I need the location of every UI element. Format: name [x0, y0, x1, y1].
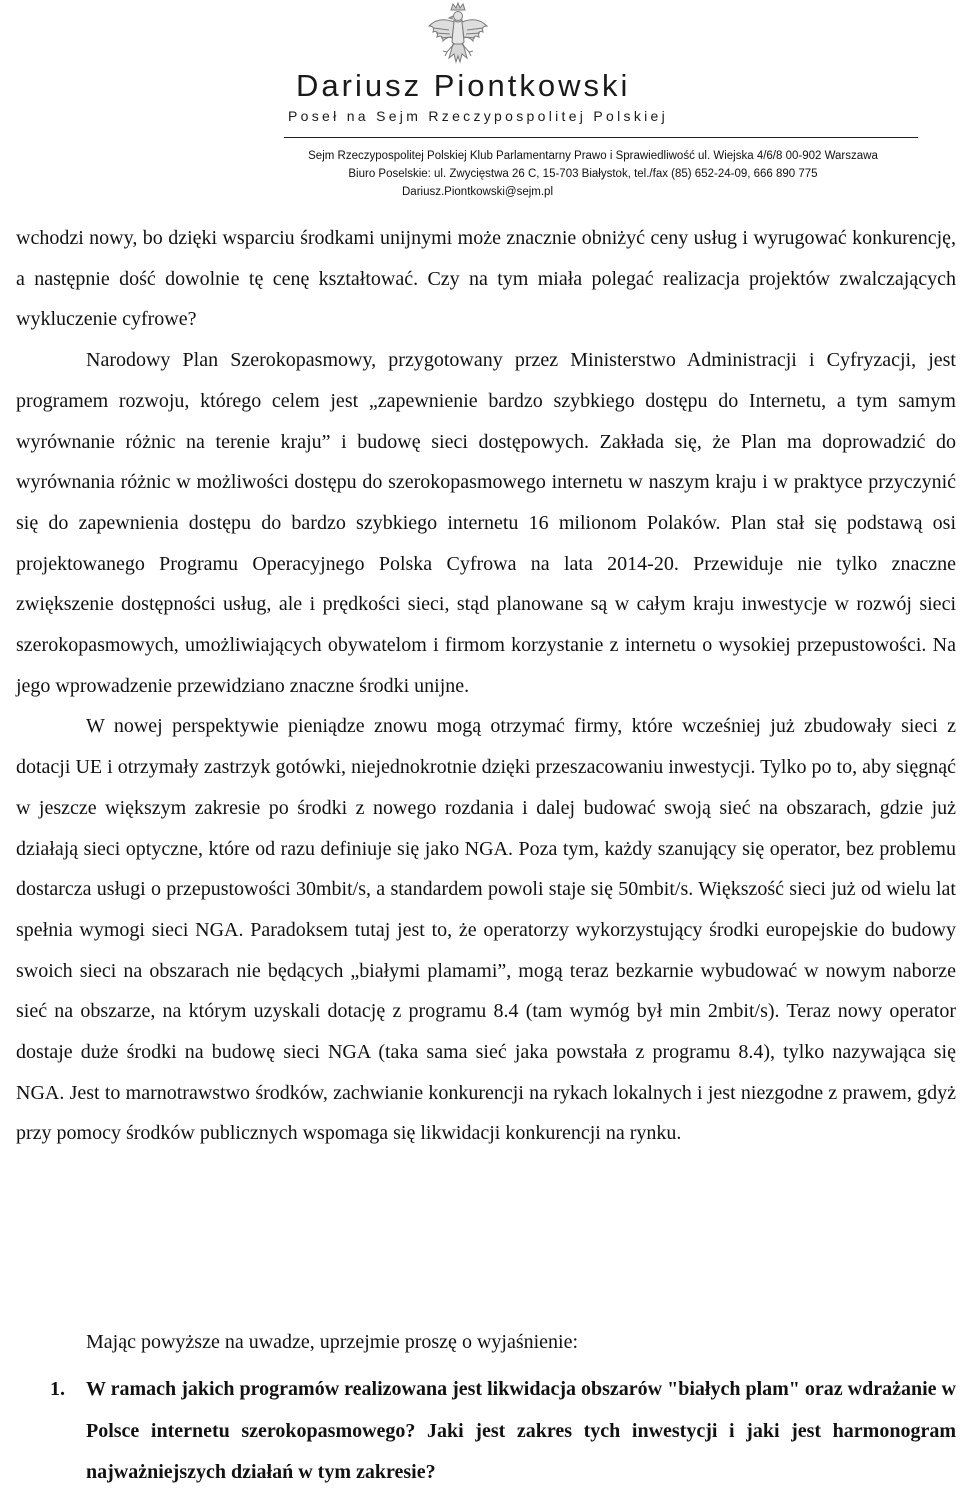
request-intro: Mając powyższe na uwadze, uprzejmie proszę o wyjaśnienie:	[86, 1331, 579, 1353]
contact-line-sejm: Sejm Rzeczypospolitej Polskiej Klub Parlamentarny Prawo i Sprawiedliwość ul. Wiejska 4/6/8 00-902 Warszawa	[308, 150, 878, 162]
mp-name: Dariusz Piontkowski	[296, 68, 631, 103]
contact-line-office: Biuro Poselskie: ul. Zwycięstwa 26 C, 15-703 Białystok, tel./fax (85) 652-24-09, 666 890 775	[348, 168, 818, 180]
paragraph-broadband-plan: Narodowy Plan Szerokopasmowy, przygotowany przez Ministerstwo Administracji i Cyfryzacji, jest programem rozwoju, którego celem jest „zapewnienie bardzo szybkiego dostępu do Internetu, a tym samym wyrównanie różnic na terenie kraju” i budowę sieci dostępowych. Zakłada się, że Plan ma doprowadzić do wyrównania różnic w możliwości dostępu do szerokopasmowego internetu w naszym kraju i w praktyce przyczynić się do zapewnienia dostępu do bardzo szybkiego internetu 16 milionom Polaków. Plan stał się podstawą osi projektowanego Programu Operacyjnego Polska Cyfrowa na lata 2014-20. Przewiduje nie tylko znaczne zwiększenie dostępności usług, ale i prędkości sieci, stąd planowane są w całym kraju inwestycje w rozwój sieci szerokopasmowych, umożliwiających obywatelom i firmom korzystanie z internetu o wysokiej przepustowości. Na jego wprowadzenie przewidziano znaczne środki unijne.	[16, 349, 956, 697]
contact-email: Dariusz.Piontkowski@sejm.pl	[402, 186, 553, 198]
question-text: W ramach jakich programów realizowana jest likwidacja obszarów "białych plam" oraz wdrażanie w Polsce internetu szerokopasmowego? Jaki jest zakres tych inwestycji i jaki jest harmonogram najważniejszych działań w tym zakresie?	[86, 1378, 956, 1483]
polish-eagle-emblem-icon	[425, 2, 491, 72]
mp-title: Poseł na Sejm Rzeczypospolitej Polskiej	[288, 108, 669, 124]
question-item	[50, 1369, 956, 1494]
question-number: 1.	[50, 1378, 65, 1400]
paragraph-new-perspective: W nowej perspektywie pieniądze znowu mogą otrzymać firmy, które wcześniej już zbudowały sieci z dotacji UE i otrzymały zastrzyk gotówki, niejednokrotnie dzięki przeszacowaniu inwestycji. Tylko po to, aby sięgnąć w jeszcze większym zakresie po środki z nowego rozdania i dalej budować swoją sieć na obszarach, gdzie już działają sieci optyczne, które od razu definiuje się jako NGA. Poza tym, każdy szanujący się operator, bez problemu dostarcza usługi o przepustowości 30mbit/s, a standardem powoli staje się 50mbit/s. Większość sieci już od wielu lat spełnia wymogi sieci NGA. Paradoksem tutaj jest to, że operatorzy wykorzystujący środki europejskie do budowy swoich sieci na obszarach nie będących „białymi plamami”, mogą teraz bezkarnie wybudować w nowym naborze sieć na obszarze, na którym uzyskali dotację z programu 8.4 (tam wymóg był min 2mbit/s). Teraz nowy operator dostaje duże środki na budowę sieci NGA (taka sama sieć jaka powstała z programu 8.4), tylko nazywająca się NGA. Jest to marnotrawstwo środków, zachwianie konkurencji na rykach lokalnych i jest niezgodne z prawem, gdyż przy pomocy środków publicznych wspomaga się likwidacji konkurencji na rynku.	[16, 715, 956, 1145]
letter-body	[16, 218, 956, 1154]
letterhead	[0, 0, 960, 198]
header-divider	[284, 137, 918, 138]
paragraph-continued: wchodzi nowy, bo dzięki wsparciu środkami unijnymi może znacznie obniżyć ceny usług i wyrugować konkurencję, a następnie dość dowolnie tę cenę kształtować. Czy na tym miała polegać realizacja projektów zwalczających wykluczenie cyfrowe?	[16, 227, 956, 331]
